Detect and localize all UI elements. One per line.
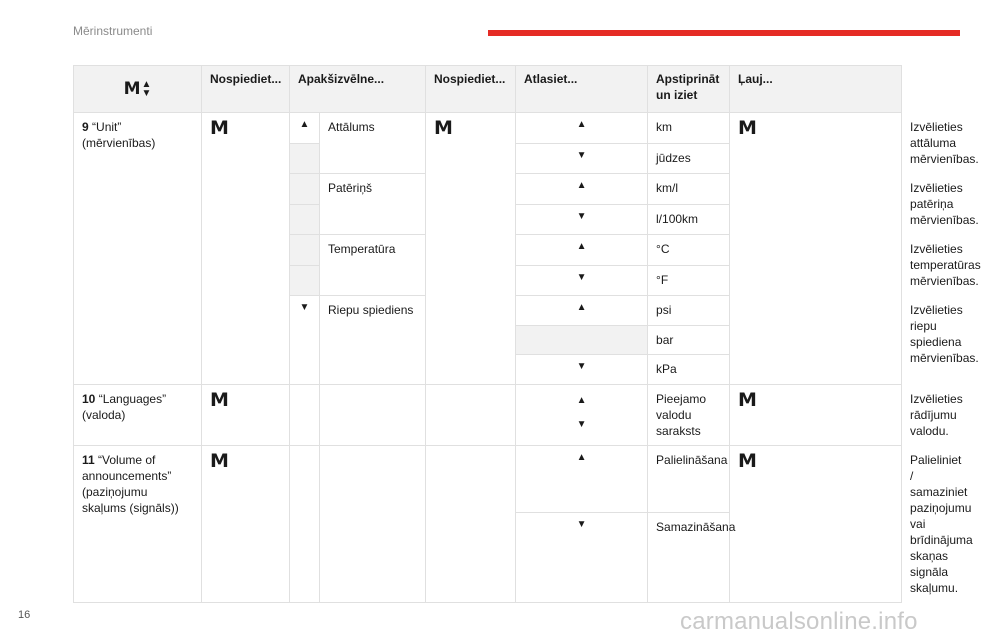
- up-arrow-icon: ▲: [576, 241, 587, 252]
- option-fahrenheit: °F: [648, 265, 730, 296]
- table-row: Temperatūra ▲ °C Izvēlieties temperatūras mērvienības.: [74, 235, 902, 266]
- down-arrow-icon: ▼: [576, 361, 587, 372]
- table-row: 9 “Unit” (mērvienības) M ▲ Attālums M ▲ km M Izvēlieties attāluma mērvienības.: [74, 113, 902, 144]
- down-arrow-icon: ▼: [576, 271, 587, 283]
- submenu-distance: Attālums: [320, 113, 426, 174]
- section-title: Mērinstrumenti: [73, 24, 153, 38]
- m-button-icon: M: [434, 117, 453, 139]
- up-arrow-icon: ▲: [576, 302, 587, 313]
- up-arrow-icon: ▲: [576, 119, 587, 130]
- option-increase: Palielināšana: [648, 446, 730, 513]
- table-row: 10 “Languages” (valoda) M ▲ ▼ Pieejamo valodu saraksts M Izvēlieties rādījumu valodu.: [74, 385, 902, 446]
- header-icon-cell: [74, 66, 202, 113]
- m-button-icon: M: [210, 117, 229, 139]
- m-button-icon: M: [123, 79, 141, 99]
- option-kpa: kPa: [648, 355, 730, 385]
- unit-press-cell: [202, 113, 290, 385]
- up-arrow-icon: ▲: [576, 180, 587, 191]
- unit-confirm-cell: [730, 113, 902, 385]
- header-press-2: Nospiediet...: [426, 66, 516, 113]
- down-arrow-icon: ▼: [576, 519, 587, 531]
- header-press: Nospiediet...: [202, 66, 290, 113]
- submenu-temperature: Temperatūra: [320, 235, 426, 296]
- volume-label-cell: 11 “Volume of announcements” (paziņojumu skaļums (signāls)): [74, 446, 202, 603]
- option-psi: psi: [648, 296, 730, 326]
- up-arrow-icon: ▲: [141, 79, 152, 90]
- option-km: km: [648, 113, 730, 144]
- table-row: 11 “Volume of announcements” (paziņojumu skaļums (signāls)) M ▲ Palielināšana M Palieliniet / samaziniet paziņojumu vai brīdinājuma skaņas signāla skaļumu.: [74, 446, 902, 513]
- languages-label-cell: 10 “Languages” (valoda): [74, 385, 202, 446]
- option-l-100km: l/100km: [648, 204, 730, 235]
- option-decrease: Samazināšana: [648, 513, 730, 603]
- option-miles: jūdzes: [648, 143, 730, 174]
- down-arrow-icon: ▼: [576, 149, 587, 161]
- m-button-icon: M: [210, 389, 229, 411]
- unit-press2-cell: [426, 113, 516, 385]
- submenu-consumption: Patēriņš: [320, 174, 426, 235]
- table-header-row: [74, 66, 902, 113]
- m-button-icon: M: [738, 450, 757, 472]
- down-arrow-icon: ▼: [299, 302, 310, 313]
- m-button-icon: M: [738, 117, 757, 139]
- up-arrow-icon: ▲: [576, 395, 587, 406]
- option-celsius: °C: [648, 235, 730, 266]
- down-arrow-icon: ▼: [576, 419, 587, 430]
- down-arrow-icon: ▼: [576, 210, 587, 222]
- watermark: carmanualsonline.info: [680, 608, 918, 635]
- page-number: 16: [18, 609, 31, 621]
- m-button-icon: M: [738, 389, 757, 411]
- header-confirm-exit: Apstiprināt un iziet: [648, 66, 730, 113]
- m-button-icon: M: [210, 450, 229, 472]
- languages-select: Pieejamo valodu saraksts: [648, 385, 730, 446]
- option-bar: bar: [648, 326, 730, 355]
- down-arrow-icon: ▼: [141, 88, 152, 99]
- table-row: Patēriņš ▲ km/l Izvēlieties patēriņa mērvienības.: [74, 174, 902, 205]
- submenu-tyre-pressure: Riepu spiediens: [320, 296, 426, 385]
- header-accent-bar: [488, 30, 960, 36]
- up-arrow-icon: ▲: [576, 452, 587, 463]
- up-arrow-icon: ▲: [299, 119, 310, 130]
- header-allows: Ļauj...: [730, 66, 902, 113]
- header-submenu: Apakšizvēlne...: [290, 66, 426, 113]
- table-row: ▼ Riepu spiediens ▲ psi Izvēlieties riepu spiediena mērvienības.: [74, 296, 902, 326]
- unit-label-cell: 9 “Unit” (mērvienības): [74, 113, 202, 385]
- header-select: Atlasiet...: [516, 66, 648, 113]
- option-km-l: km/l: [648, 174, 730, 205]
- menu-table: [73, 65, 981, 603]
